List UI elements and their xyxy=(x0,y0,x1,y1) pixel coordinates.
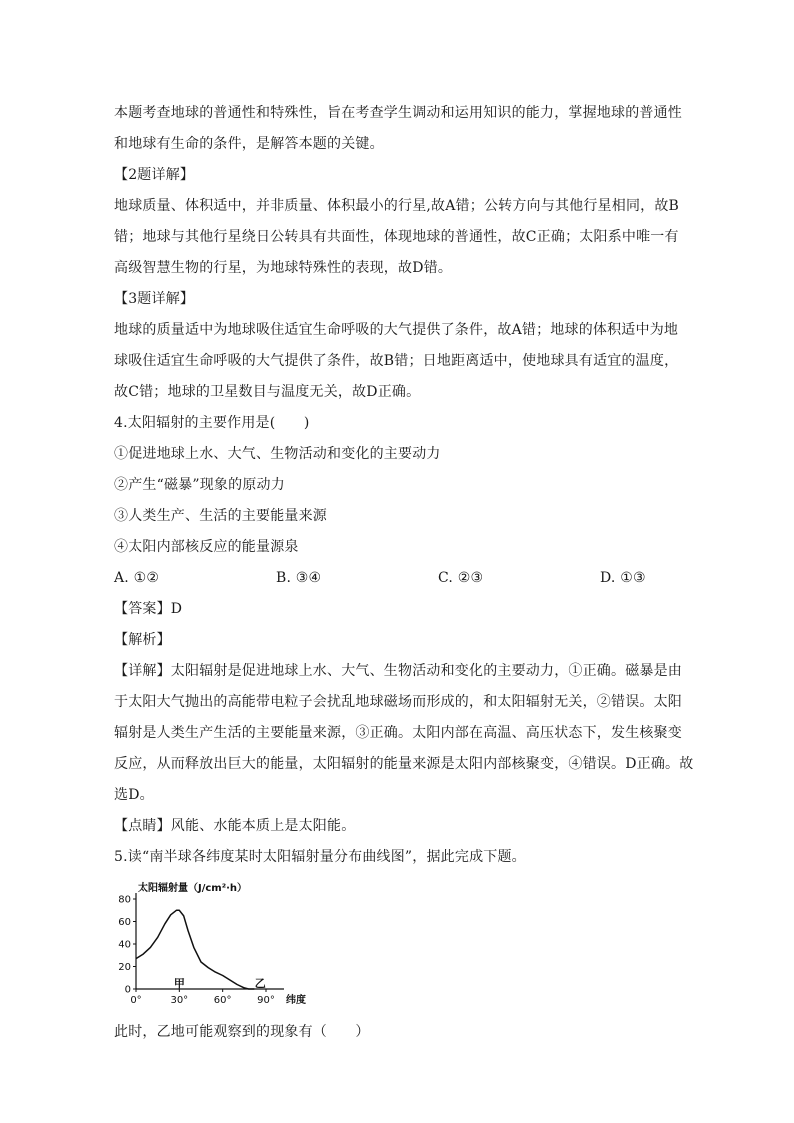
x-tick-label: 30° xyxy=(170,995,189,1006)
chart-title: 太阳辐射量（J/cm²·h） xyxy=(138,883,248,894)
explanation-block-top xyxy=(114,98,694,563)
text-line: 球吸住适宜生命呼吸的大气提供了条件，故B错；日地距离适中，使地球具有适宜的温度， xyxy=(114,353,679,369)
text-line: 错；地球与其他行星绕日公转具有共面性，体现地球的普通性，故C正确；太阳系中唯一有 xyxy=(114,229,679,245)
x-tick-label: 90° xyxy=(257,995,275,1006)
text-line: 辐射是人类生产生活的主要能量来源，③正确。太阳内部在高温、高压状态下，发生核聚变 xyxy=(114,725,682,741)
text-line: 5.读“南半球各纬度某时太阳辐射量分布曲线图”，据此完成下题。 xyxy=(114,849,526,865)
y-tick-label: 20 xyxy=(118,962,131,973)
question-tail: 此时，乙地可能观察到的现象有（ ） xyxy=(114,1024,370,1040)
option-a: A. ①② xyxy=(114,570,160,586)
document-page xyxy=(114,98,694,1048)
y-tick-label: 80 xyxy=(118,894,131,906)
annotation-label: 乙 xyxy=(254,976,266,990)
answer-options xyxy=(114,563,694,594)
y-tick-label: 60 xyxy=(118,917,131,928)
text-line: 本题考查地球的普通性和特殊性，旨在考查学生调动和运用知识的能力，掌握地球的普通性 xyxy=(114,105,682,121)
text-line: 【解析】 xyxy=(114,632,171,648)
x-tick-label: 0° xyxy=(130,995,142,1006)
text-line: 选D。 xyxy=(114,787,154,803)
solar-radiation-chart xyxy=(114,877,314,1017)
text-line: 【答案】D xyxy=(114,601,183,617)
series-line xyxy=(136,910,254,989)
explanation-block-bottom xyxy=(114,594,694,873)
text-line: 地球的质量适中为地球吸住适宜生命呼吸的大气提供了条件，故A错；地球的体积适中为地 xyxy=(114,322,679,338)
text-line: ③人类生产、生活的主要能量来源 xyxy=(114,508,327,524)
text-line: 【点睛】风能、水能本质上是太阳能。 xyxy=(114,818,356,834)
text-line: 和地球有生命的条件，是解答本题的关键。 xyxy=(114,136,384,152)
text-line: 故C错；地球的卫星数目与温度无关，故D正确。 xyxy=(114,384,421,400)
text-line: ①促进地球上水、大气、生物活动和变化的主要动力 xyxy=(114,446,441,462)
text-line: ②产生“磁暴”现象的原动力 xyxy=(114,477,285,493)
option-d: D. ①③ xyxy=(600,570,646,586)
text-line: 【2题详解】 xyxy=(114,167,195,183)
text-line: 反应，从而释放出巨大的能量，太阳辐射的能量来源是太阳内部核聚变，④错误。D正确。故 xyxy=(114,756,694,772)
text-line: ④太阳内部核反应的能量源泉 xyxy=(114,539,299,555)
chart-svg xyxy=(114,877,314,1017)
x-tick-label: 60° xyxy=(213,995,232,1006)
y-tick-label: 40 xyxy=(118,939,131,951)
text-line: 于太阳大气抛出的高能带电粒子会扰乱地球磁场而形成的，和太阳辐射无关，②错误。太阳 xyxy=(114,694,682,710)
annotation-label: 甲 xyxy=(173,976,185,990)
text-line: 高级智慧生物的行星，为地球特殊性的表现，故D错。 xyxy=(114,260,453,276)
text-line: 【详解】太阳辐射是促进地球上水、大气、生物活动和变化的主要动力，①正确。磁暴是由 xyxy=(114,663,682,679)
x-axis-label: 纬度 xyxy=(286,995,306,1006)
text-line: 地球质量、体积适中，并非质量、体积最小的行星,故A错；公转方向与其他行星相同，故B xyxy=(114,198,680,214)
option-c: C. ②③ xyxy=(438,570,484,586)
text-line: 【3题详解】 xyxy=(114,291,195,307)
y-tick-label: 0 xyxy=(124,984,131,996)
text-line: 4.太阳辐射的主要作用是( ) xyxy=(114,415,310,431)
option-b: B. ③④ xyxy=(276,570,322,586)
